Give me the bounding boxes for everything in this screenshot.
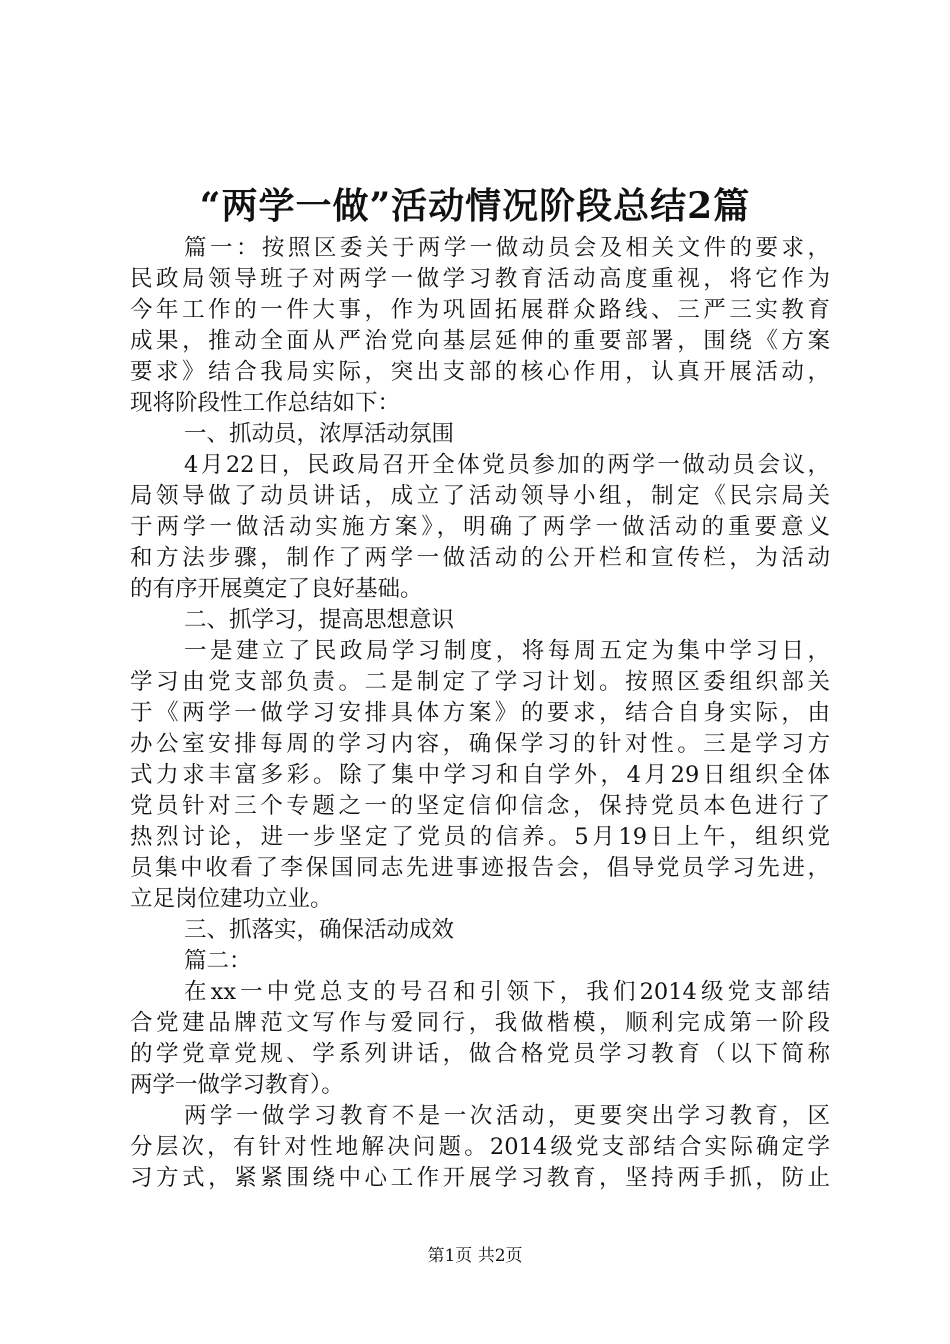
text-line: 分层次，有针对性地解决问题。2014级党支部结合实际确定学: [130, 1134, 830, 1160]
text-line: 篇二：: [184, 948, 252, 974]
text-line: 于《两学一做学习安排具体方案》的要求，结合自身实际，由: [130, 700, 830, 726]
text-line: 要求》结合我局实际，突出支部的核心作用，认真开展活动，: [130, 359, 830, 385]
text-line: 4月22日，民政局召开全体党员参加的两学一做动员会议，: [184, 452, 830, 478]
text-line: 的学党章党规、学系列讲话，做合格党员学习教育（以下简称: [130, 1041, 830, 1067]
document-body: [130, 233, 830, 1194]
document-title: “两学一做”活动情况阶段总结2篇: [199, 185, 751, 227]
text-line: 两学一做学习教育不是一次活动，更要突出学习教育，区: [184, 1103, 830, 1129]
text-line: 一、抓动员，浓厚活动氛围: [184, 421, 455, 447]
text-line: 局领导做了动员讲话，成立了活动领导小组，制定《民宗局关: [130, 483, 830, 509]
text-line: 办公室安排每周的学习内容，确保学习的针对性。三是学习方: [130, 731, 830, 757]
text-line: 习方式，紧紧围绕中心工作开展学习教育，坚持两手抓，防止: [130, 1165, 830, 1191]
text-line: 一是建立了民政局学习制度，将每周五定为集中学习日，: [184, 638, 830, 664]
text-line: 三、抓落实，确保活动成效: [184, 917, 455, 943]
text-line: 和方法步骤，制作了两学一做活动的公开栏和宣传栏，为活动: [130, 545, 830, 571]
text-line: 篇一：按照区委关于两学一做动员会及相关文件的要求，: [184, 235, 830, 261]
text-line: 在xx一中党总支的号召和引领下，我们2014级党支部结: [184, 979, 830, 1005]
text-line: 成果，推动全面从严治党向基层延伸的重要部署，围绕《方案: [130, 328, 830, 354]
text-line: 员集中收看了李保国同志先进事迹报告会，倡导党员学习先进，: [130, 855, 830, 881]
text-line: 立足岗位建功立业。: [130, 886, 333, 912]
text-line: 现将阶段性工作总结如下：: [130, 390, 401, 416]
text-line: 于两学一做活动实施方案》，明确了两学一做活动的重要意义: [130, 514, 830, 540]
text-line: 党员针对三个专题之一的坚定信仰信念，保持党员本色进行了: [130, 793, 830, 819]
text-line: 二、抓学习，提高思想意识: [184, 607, 455, 633]
text-line: 今年工作的一件大事，作为巩固拓展群众路线、三严三实教育: [130, 297, 830, 323]
text-line: 学习由党支部负责。二是制定了学习计划。按照区委组织部关: [130, 669, 830, 695]
text-line: 的有序开展奠定了良好基础。: [130, 576, 423, 602]
text-line: 式力求丰富多彩。除了集中学习和自学外，4月29日组织全体: [130, 762, 830, 788]
text-line: 民政局领导班子对两学一做学习教育活动高度重视，将它作为: [130, 266, 830, 292]
text-line: 两学一做学习教育）。: [130, 1072, 344, 1098]
page-footer: 第1页 共2页: [427, 1246, 523, 1266]
text-line: 热烈讨论，进一步坚定了党员的信养。5月19日上午，组织党: [130, 824, 830, 850]
text-line: 合党建品牌范文写作与爱同行，我做楷模，顺利完成第一阶段: [130, 1010, 830, 1036]
